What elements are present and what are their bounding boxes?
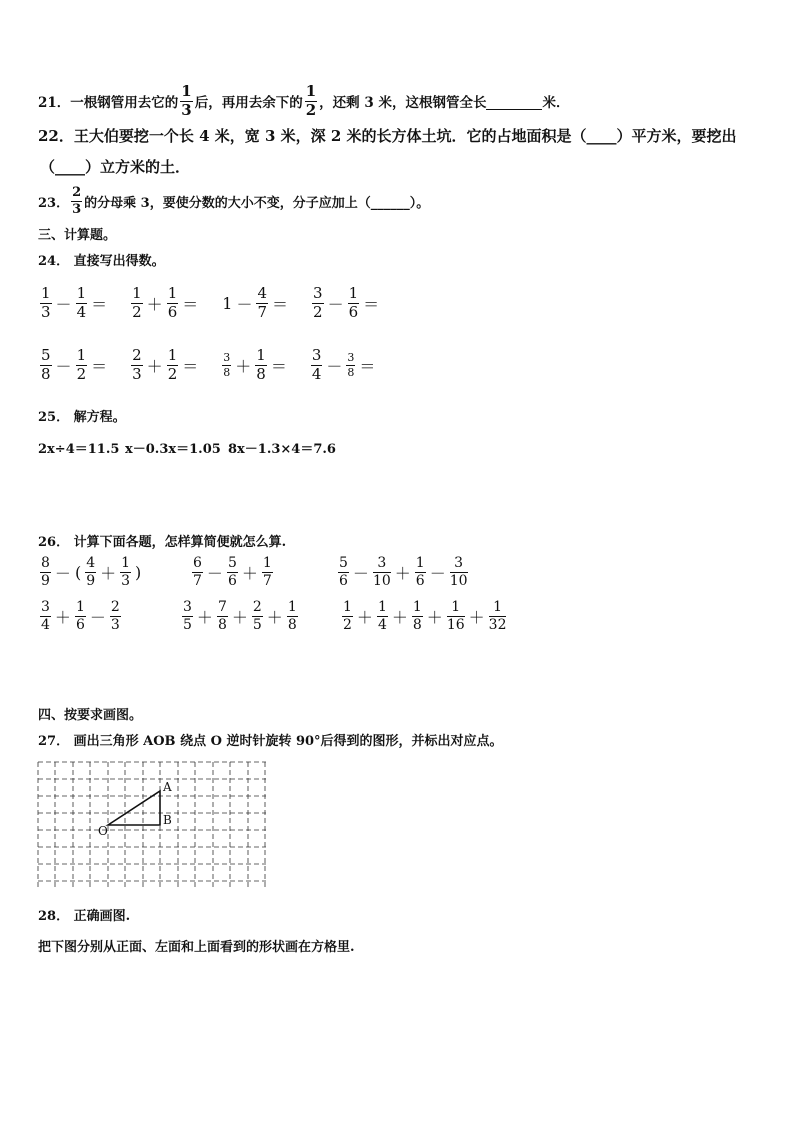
q26-expr-b: $\frac{6}{7}$ － $\frac{5}{6}$ ＋ $\frac{1}{7}$ xyxy=(193,555,272,589)
q21-text-1: 一根钢管用去它的 xyxy=(70,95,179,112)
question-26-label: 26． 计算下面各题，怎样算简便就怎么算. xyxy=(38,535,287,550)
q21-text-3: ，还剩 3 米，这根钢管全长 xyxy=(319,95,487,112)
q22-line-2: （____）立方米的土． xyxy=(40,158,191,176)
q28-description: 把下图分别从正面、左面和上面看到的形状画在方格里. xyxy=(38,940,355,955)
q22-line-1: 王大伯要挖一个长 4 米，宽 3 米，深 2 米的长方体土坑．它的占地面积是（____）平方米，要挖出 xyxy=(73,127,737,145)
q25-equation-2: x－0.3x＝1.05 xyxy=(125,442,221,457)
q24-r2-expr-4: $\frac{3}{4}$ － $\frac{3}{8}$ ＝ xyxy=(311,346,376,383)
q21-answer-blank[interactable] xyxy=(486,93,542,110)
section-3-title: 三、计算题。 xyxy=(38,228,117,243)
q24-r1-expr-2: $\frac{1}{2}$ ＋ $\frac{1}{6}$ ＝ xyxy=(132,284,199,321)
q24-r1-expr-4: $\frac{3}{2}$ － $\frac{1}{6}$ ＝ xyxy=(313,284,380,321)
q24-row-2 xyxy=(38,348,377,383)
q26-expr-c: $\frac{5}{6}$ － $\frac{3}{10}$ ＋ $\frac{1}{6}$ － $\frac{3}{10}$ xyxy=(339,555,468,589)
question-24-label: 24． 直接写出得数。 xyxy=(38,254,165,269)
point-a-label: A xyxy=(163,780,172,794)
question-25-label: 25． 解方程。 xyxy=(38,410,126,425)
q24-r2-expr-3: $\frac{3}{8}$ ＋ $\frac{1}{8}$ ＝ xyxy=(223,346,287,383)
q27-grid-diagram[interactable] xyxy=(36,760,268,890)
question-21 xyxy=(38,84,569,119)
question-23 xyxy=(38,186,429,216)
q23-text: 的分母乘 3，要使分数的大小不变，分子应加上（______）。 xyxy=(84,195,430,211)
q26-expr-d: $\frac{3}{4}$ ＋ $\frac{1}{6}$ － $\frac{2}{3}$ xyxy=(41,599,120,633)
question-28-label: 28． 正确画图. xyxy=(38,909,131,924)
q24-r1-expr-3: 1 － $\frac{4}{7}$ ＝ xyxy=(222,284,289,321)
q21-text-2: 后，再用去余下的 xyxy=(194,95,303,112)
q21-fraction-2: $\frac{1}{2}$ xyxy=(305,82,317,119)
section-4-title: 四、按要求画图。 xyxy=(38,708,143,723)
q21-number: 21． xyxy=(38,95,71,112)
q26-expr-a: $\frac{8}{9}$ － ( $\frac{4}{9}$ ＋ $\frac{1}{3}$ ) xyxy=(41,555,142,589)
q24-r2-expr-1: $\frac{5}{8}$ － $\frac{1}{2}$ ＝ xyxy=(41,346,108,383)
q21-text-4: 米． xyxy=(542,95,570,112)
q23-fraction: $\frac{2}{3}$ xyxy=(72,185,82,217)
q26-expr-e: $\frac{3}{5}$ ＋ $\frac{7}{8}$ ＋ $\frac{2}{5}$ ＋ $\frac{1}{8}$ xyxy=(183,599,297,633)
q26-expr-g: $\frac{1}{2}$ ＋ $\frac{1}{4}$ ＋ $\frac{1}{8}$ ＋ $\frac{1}{16}$ ＋ $\frac{1}{32}$ xyxy=(343,599,507,633)
point-o-label: O xyxy=(98,824,108,838)
q24-r1-expr-1: $\frac{1}{3}$ － $\frac{1}{4}$ ＝ xyxy=(41,284,108,321)
q24-row-1 xyxy=(38,286,381,321)
question-22 xyxy=(38,125,737,146)
q25-equation-1: 2x÷4＝11.5 xyxy=(38,442,120,457)
q24-r2-expr-2: $\frac{2}{3}$ ＋ $\frac{1}{2}$ ＝ xyxy=(132,346,199,383)
q23-number: 23． xyxy=(38,195,70,211)
q22-number: 22． xyxy=(38,127,74,145)
question-27-label: 27． 画出三角形 AOB 绕点 O 逆时针旋转 90°后得到的图形，并标出对应点。 xyxy=(38,734,503,749)
point-b-label: B xyxy=(163,813,172,827)
q25-equation-3: 8x－1.3×4＝7.6 xyxy=(228,442,336,457)
q21-fraction-1: $\frac{1}{3}$ xyxy=(181,82,192,119)
